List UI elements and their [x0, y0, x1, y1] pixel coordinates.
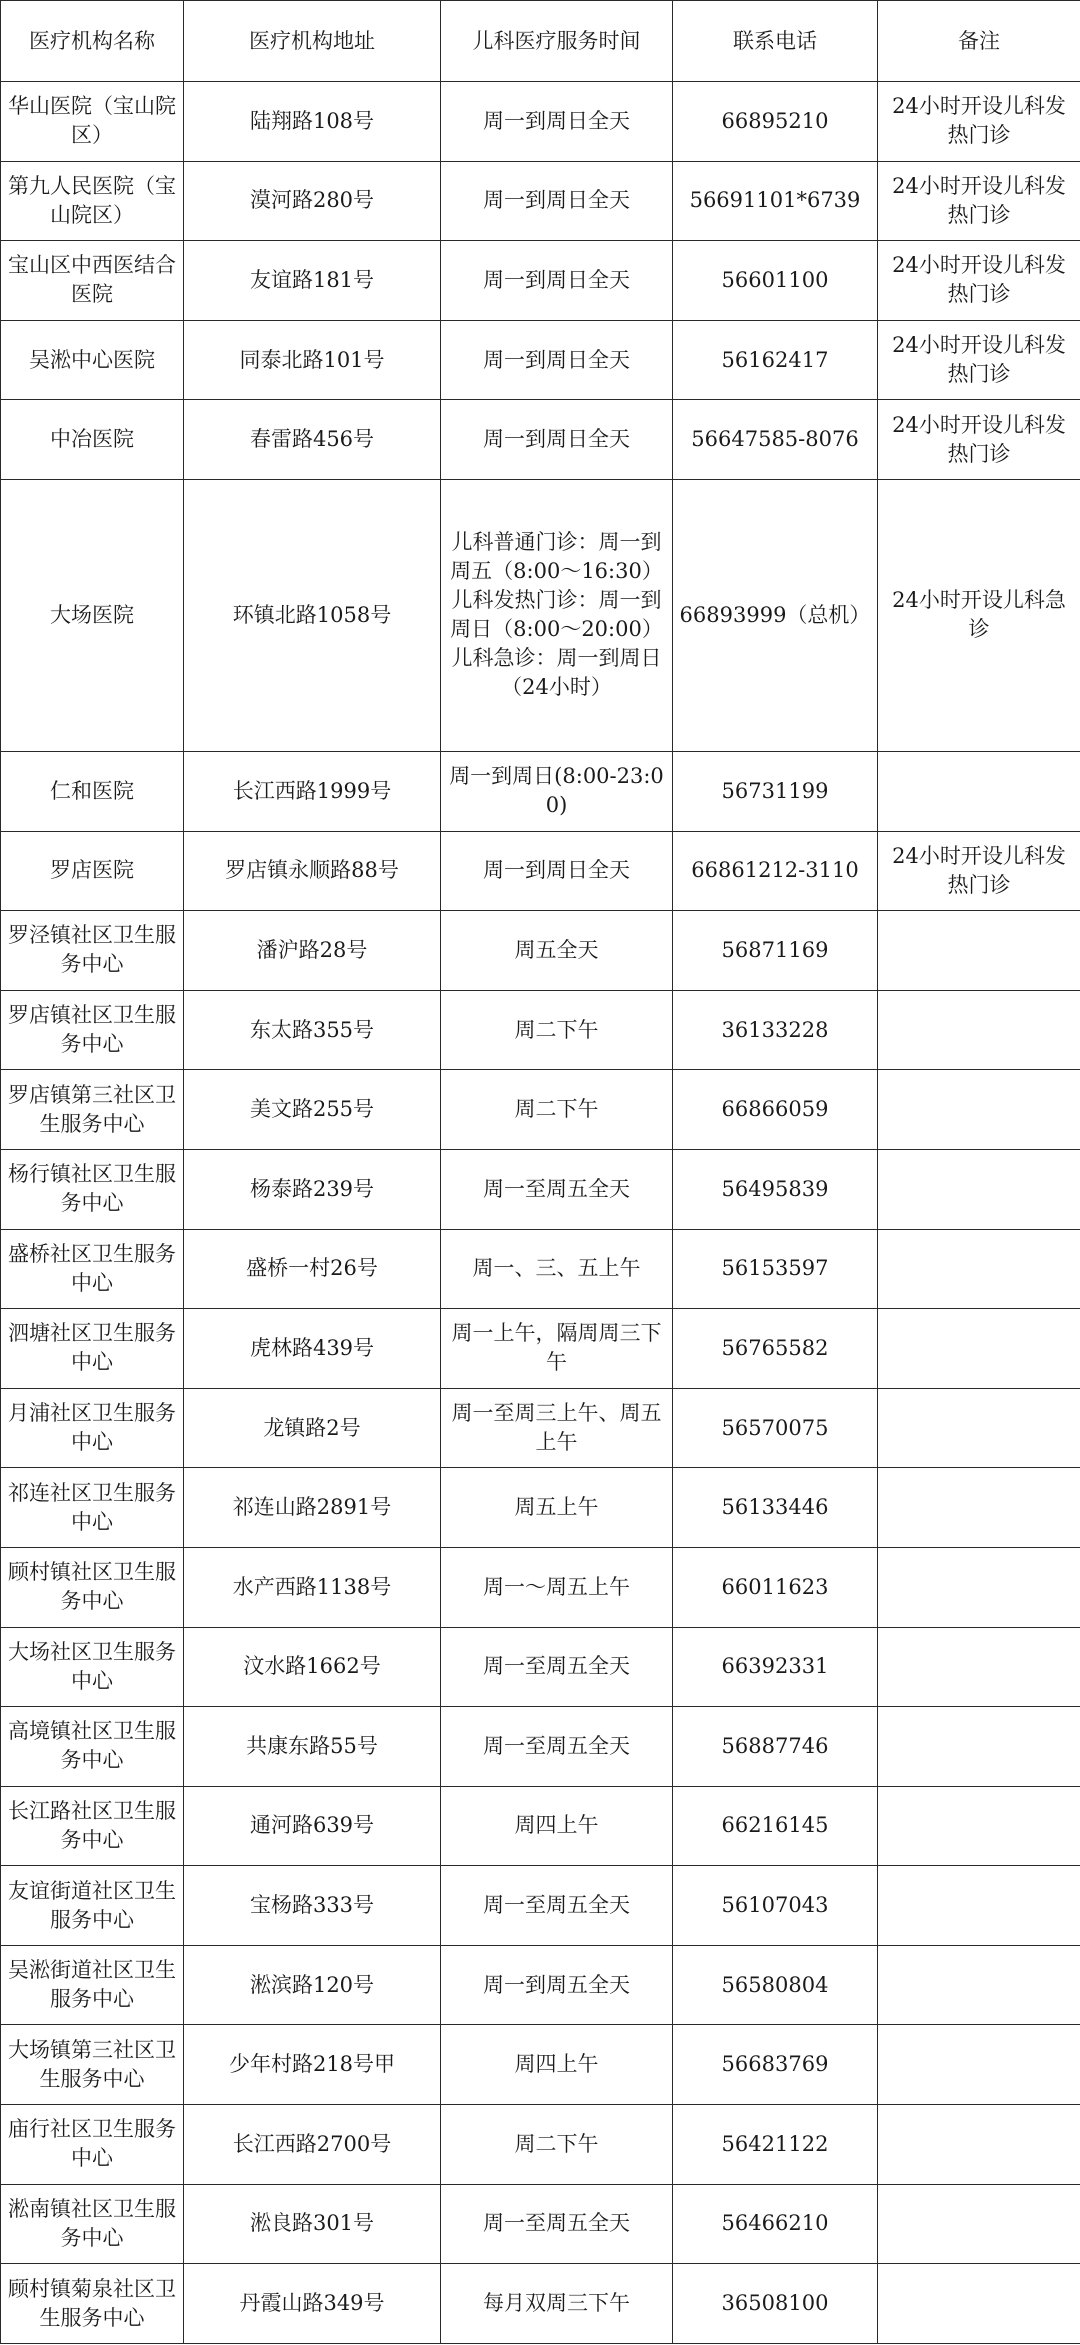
cell-name: 顾村镇菊泉社区卫生服务中心	[1, 2264, 184, 2344]
cell-note	[878, 2184, 1080, 2264]
cell-hours: 儿科普通门诊：周一到周五（8:00～16:30）儿科发热门诊：周一到周日（8:00～20:00）儿科急诊：周一到周日（24小时）	[441, 479, 673, 751]
cell-phone: 56683769	[673, 2025, 878, 2105]
cell-note	[878, 1945, 1080, 2025]
table-row	[1, 1468, 1080, 1548]
cell-phone: 66895210	[673, 82, 878, 162]
cell-address: 长江西路2700号	[184, 2105, 441, 2185]
cell-note	[878, 911, 1080, 991]
cell-name: 高境镇社区卫生服务中心	[1, 1707, 184, 1787]
cell-hours: 周一到周日全天	[441, 320, 673, 400]
cell-hours: 周一至周五全天	[441, 1707, 673, 1787]
table-row	[1, 241, 1080, 321]
table-row	[1, 2105, 1080, 2185]
cell-phone: 56580804	[673, 1945, 878, 2025]
cell-name: 长江路社区卫生服务中心	[1, 1786, 184, 1866]
cell-hours: 周一到周日(8:00-23:00)	[441, 751, 673, 831]
table-row	[1, 1149, 1080, 1229]
cell-note	[878, 1468, 1080, 1548]
cell-note: 24小时开设儿科急诊	[878, 479, 1080, 751]
cell-note	[878, 1866, 1080, 1946]
cell-phone: 56107043	[673, 1866, 878, 1946]
header-hours: 儿科医疗服务时间	[441, 1, 673, 82]
cell-hours: 每月双周三下午	[441, 2264, 673, 2344]
table-row	[1, 1627, 1080, 1707]
cell-note	[878, 1070, 1080, 1150]
cell-note	[878, 1547, 1080, 1627]
cell-address: 淞良路301号	[184, 2184, 441, 2264]
cell-phone: 56731199	[673, 751, 878, 831]
cell-note	[878, 1149, 1080, 1229]
table-row	[1, 1388, 1080, 1468]
cell-hours: 周二下午	[441, 2105, 673, 2185]
cell-address: 环镇北路1058号	[184, 479, 441, 751]
cell-name: 仁和医院	[1, 751, 184, 831]
cell-note: 24小时开设儿科发热门诊	[878, 161, 1080, 241]
cell-address: 汶水路1662号	[184, 1627, 441, 1707]
cell-hours: 周五上午	[441, 1468, 673, 1548]
header-note: 备注	[878, 1, 1080, 82]
table-row	[1, 751, 1080, 831]
cell-phone: 56153597	[673, 1229, 878, 1309]
cell-phone: 56570075	[673, 1388, 878, 1468]
cell-name: 吴淞街道社区卫生服务中心	[1, 1945, 184, 2025]
cell-address: 宝杨路333号	[184, 1866, 441, 1946]
cell-address: 虎林路439号	[184, 1309, 441, 1389]
cell-address: 罗店镇永顺路88号	[184, 831, 441, 911]
cell-name: 罗泾镇社区卫生服务中心	[1, 911, 184, 991]
cell-phone: 56162417	[673, 320, 878, 400]
cell-address: 潘沪路28号	[184, 911, 441, 991]
cell-note	[878, 751, 1080, 831]
cell-hours: 周四上午	[441, 2025, 673, 2105]
cell-hours: 周二下午	[441, 1070, 673, 1150]
cell-hours: 周一上午，隔周周三下午	[441, 1309, 673, 1389]
cell-phone: 56887746	[673, 1707, 878, 1787]
cell-address: 春雷路456号	[184, 400, 441, 480]
table-row	[1, 1707, 1080, 1787]
cell-name: 祁连社区卫生服务中心	[1, 1468, 184, 1548]
cell-hours: 周一至周五全天	[441, 2184, 673, 2264]
cell-name: 华山医院（宝山院区）	[1, 82, 184, 162]
cell-name: 顾村镇社区卫生服务中心	[1, 1547, 184, 1627]
cell-phone: 66011623	[673, 1547, 878, 1627]
cell-name: 罗店镇第三社区卫生服务中心	[1, 1070, 184, 1150]
header-phone: 联系电话	[673, 1, 878, 82]
cell-hours: 周一、三、五上午	[441, 1229, 673, 1309]
cell-address: 龙镇路2号	[184, 1388, 441, 1468]
cell-note	[878, 1786, 1080, 1866]
cell-address: 美文路255号	[184, 1070, 441, 1150]
cell-name: 大场医院	[1, 479, 184, 751]
cell-phone: 56691101*6739	[673, 161, 878, 241]
cell-hours: 周一至周三上午、周五上午	[441, 1388, 673, 1468]
cell-address: 东太路355号	[184, 990, 441, 1070]
cell-address: 共康东路55号	[184, 1707, 441, 1787]
cell-hours: 周一至周五全天	[441, 1627, 673, 1707]
cell-note	[878, 2105, 1080, 2185]
cell-hours: 周五全天	[441, 911, 673, 991]
cell-phone: 56765582	[673, 1309, 878, 1389]
cell-hours: 周一到周日全天	[441, 82, 673, 162]
cell-note	[878, 1627, 1080, 1707]
cell-name: 友谊街道社区卫生服务中心	[1, 1866, 184, 1946]
cell-hours: 周一到周五全天	[441, 1945, 673, 2025]
cell-address: 长江西路1999号	[184, 751, 441, 831]
cell-address: 同泰北路101号	[184, 320, 441, 400]
cell-name: 中冶医院	[1, 400, 184, 480]
table-row	[1, 320, 1080, 400]
cell-hours: 周一至周五全天	[441, 1149, 673, 1229]
cell-name: 宝山区中西医结合医院	[1, 241, 184, 321]
cell-hours: 周一至周五全天	[441, 1866, 673, 1946]
cell-name: 淞南镇社区卫生服务中心	[1, 2184, 184, 2264]
table-row	[1, 2264, 1080, 2344]
cell-phone: 66392331	[673, 1627, 878, 1707]
cell-name: 吴淞中心医院	[1, 320, 184, 400]
cell-name: 月浦社区卫生服务中心	[1, 1388, 184, 1468]
cell-phone: 66216145	[673, 1786, 878, 1866]
table-row	[1, 479, 1080, 751]
table-row	[1, 1309, 1080, 1389]
table-row	[1, 2184, 1080, 2264]
table-row	[1, 1547, 1080, 1627]
cell-phone: 66866059	[673, 1070, 878, 1150]
cell-phone: 66893999（总机）	[673, 479, 878, 751]
cell-hours: 周二下午	[441, 990, 673, 1070]
cell-phone: 56647585-8076	[673, 400, 878, 480]
cell-note	[878, 1707, 1080, 1787]
cell-phone: 56601100	[673, 241, 878, 321]
cell-note	[878, 2025, 1080, 2105]
cell-name: 第九人民医院（宝山院区）	[1, 161, 184, 241]
table-row	[1, 1070, 1080, 1150]
cell-hours: 周一到周日全天	[441, 241, 673, 321]
cell-note	[878, 1229, 1080, 1309]
table-row	[1, 1866, 1080, 1946]
cell-phone: 56421122	[673, 2105, 878, 2185]
cell-name: 盛桥社区卫生服务中心	[1, 1229, 184, 1309]
cell-address: 通河路639号	[184, 1786, 441, 1866]
cell-address: 淞滨路120号	[184, 1945, 441, 2025]
cell-note	[878, 1388, 1080, 1468]
table-row	[1, 400, 1080, 480]
cell-address: 水产西路1138号	[184, 1547, 441, 1627]
cell-phone: 36508100	[673, 2264, 878, 2344]
cell-phone: 56133446	[673, 1468, 878, 1548]
cell-address: 陆翔路108号	[184, 82, 441, 162]
cell-name: 杨行镇社区卫生服务中心	[1, 1149, 184, 1229]
cell-note	[878, 2264, 1080, 2344]
table-row	[1, 2025, 1080, 2105]
cell-address: 祁连山路2891号	[184, 1468, 441, 1548]
cell-note: 24小时开设儿科发热门诊	[878, 241, 1080, 321]
cell-name: 罗店镇社区卫生服务中心	[1, 990, 184, 1070]
cell-name: 大场镇第三社区卫生服务中心	[1, 2025, 184, 2105]
table-header-row	[1, 1, 1080, 82]
cell-name: 泗塘社区卫生服务中心	[1, 1309, 184, 1389]
header-name: 医疗机构名称	[1, 1, 184, 82]
table-row	[1, 1229, 1080, 1309]
header-address: 医疗机构地址	[184, 1, 441, 82]
cell-phone: 36133228	[673, 990, 878, 1070]
table-row	[1, 990, 1080, 1070]
cell-hours: 周四上午	[441, 1786, 673, 1866]
table-row	[1, 161, 1080, 241]
cell-note: 24小时开设儿科发热门诊	[878, 320, 1080, 400]
cell-phone: 66861212-3110	[673, 831, 878, 911]
cell-address: 友谊路181号	[184, 241, 441, 321]
cell-phone: 56466210	[673, 2184, 878, 2264]
cell-note	[878, 1309, 1080, 1389]
cell-hours: 周一到周日全天	[441, 831, 673, 911]
table-row	[1, 911, 1080, 991]
cell-hours: 周一到周日全天	[441, 400, 673, 480]
table-row	[1, 831, 1080, 911]
cell-address: 漠河路280号	[184, 161, 441, 241]
cell-address: 盛桥一村26号	[184, 1229, 441, 1309]
cell-hours: 周一～周五上午	[441, 1547, 673, 1627]
cell-phone: 56871169	[673, 911, 878, 991]
table-row	[1, 82, 1080, 162]
cell-hours: 周一到周日全天	[441, 161, 673, 241]
cell-address: 杨泰路239号	[184, 1149, 441, 1229]
cell-name: 罗店医院	[1, 831, 184, 911]
cell-name: 庙行社区卫生服务中心	[1, 2105, 184, 2185]
cell-note	[878, 990, 1080, 1070]
cell-note: 24小时开设儿科发热门诊	[878, 831, 1080, 911]
cell-address: 少年村路218号甲	[184, 2025, 441, 2105]
cell-note: 24小时开设儿科发热门诊	[878, 400, 1080, 480]
cell-name: 大场社区卫生服务中心	[1, 1627, 184, 1707]
cell-phone: 56495839	[673, 1149, 878, 1229]
table-row	[1, 1786, 1080, 1866]
cell-note: 24小时开设儿科发热门诊	[878, 82, 1080, 162]
cell-address: 丹霞山路349号	[184, 2264, 441, 2344]
table-row	[1, 1945, 1080, 2025]
